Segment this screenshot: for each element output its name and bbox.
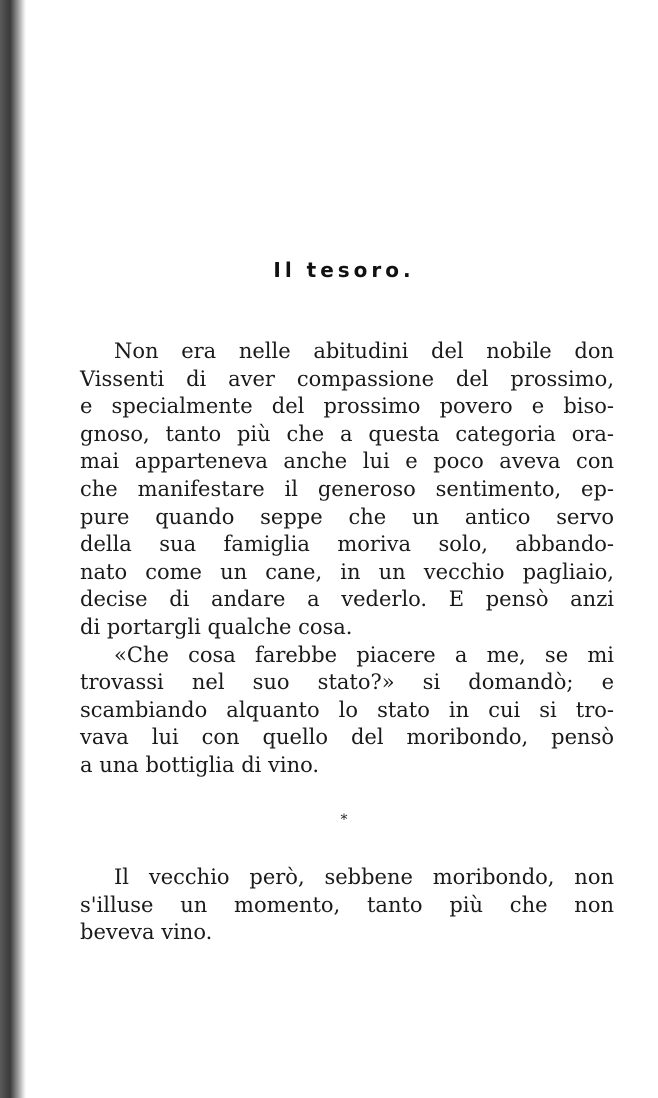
text-line: pure quando seppe che un antico servo	[80, 504, 614, 529]
section-separator-asterisk: *	[340, 812, 348, 828]
text-line: vava lui con quello del moribondo, pensò	[80, 725, 614, 750]
book-page	[30, 0, 658, 1098]
text-line: mai apparteneva anche lui e poco aveva con	[80, 449, 614, 474]
text-line: Vissenti di aver compassione del prossimo,	[80, 366, 614, 391]
text-line: a una bottiglia di vino.	[80, 752, 320, 777]
text-line: Il vecchio però, sebbene moribondo, non	[114, 865, 614, 889]
text-line: scambiando alquanto lo stato in cui si tro-	[80, 697, 614, 722]
paragraph-block-2	[80, 864, 614, 947]
text-line: beveva vino.	[80, 920, 213, 945]
chapter-title: Il tesoro.	[273, 258, 415, 282]
text-line: e specialmente del prossimo povero e biso-	[80, 394, 614, 419]
text-line: «Che cosa farebbe piacere a me, se mi	[114, 642, 614, 667]
text-line: di portargli qualche cosa.	[80, 614, 353, 639]
book-binding-edge	[0, 0, 26, 1098]
text-line: trovassi nel suo stato?» si domandò; e	[80, 670, 614, 695]
text-line: che manifestare il generoso sentimento, ep-	[80, 476, 614, 501]
text-line: gnoso, tanto più che a questa categoria ora-	[80, 421, 614, 446]
paragraph-block-1	[80, 338, 614, 780]
text-line: s'illuse un momento, tanto più che non	[80, 892, 614, 917]
text-line: decise di andare a vederlo. E pensò anzi	[80, 587, 614, 612]
text-line: nato come un cane, in un vecchio pagliaio,	[80, 559, 614, 584]
text-line: Non era nelle abitudini del nobile don	[114, 339, 614, 363]
text-line: della sua famiglia moriva solo, abbando-	[80, 532, 614, 557]
